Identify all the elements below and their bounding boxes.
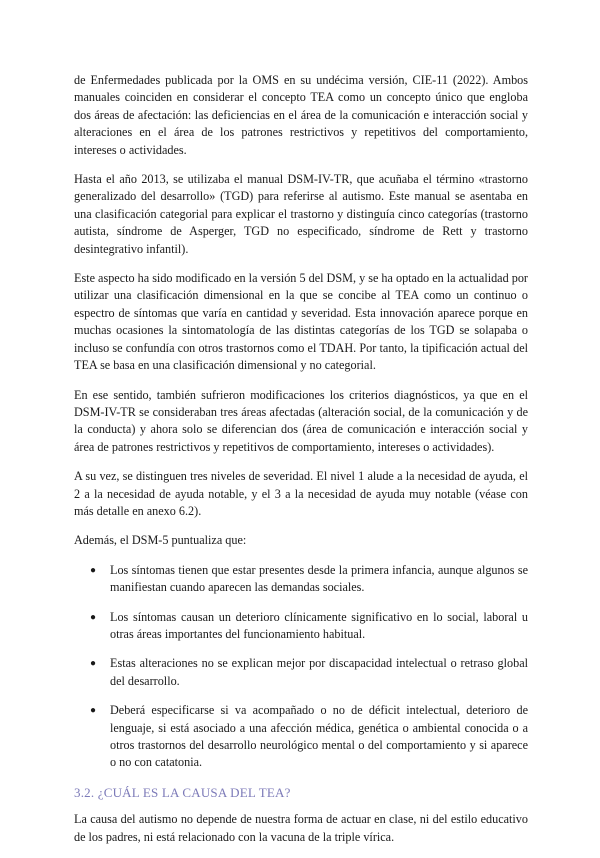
paragraph-severity: A su vez, se distinguen tres niveles de severidad. El nivel 1 alude a la necesidad de ayuda, el 2 a la necesidad de ayuda notable, y el 3 a la necesidad de ayuda muy notable (véase con más detalle en anexo 6.2). <box>74 469 528 518</box>
document-page <box>74 72 528 858</box>
dsm5-criteria-list <box>74 562 528 772</box>
list-item <box>74 609 528 644</box>
paragraph-cause: La causa del autismo no depende de nuestra forma de actuar en clase, ni del estilo educativo de los padres, ni está relacionado con la vacuna de la triple vírica. <box>74 812 528 844</box>
list-item <box>74 655 528 690</box>
bullet-icon: ● <box>90 658 97 670</box>
list-item <box>74 702 528 772</box>
list-item-text: Estas alteraciones no se explican mejor por discapacidad intelectual o retraso global del desarrollo. <box>110 656 528 688</box>
paragraph-dsm5-list-intro: Además, el DSM-5 puntualiza que: <box>74 533 247 548</box>
paragraph-dsm-iv: Hasta el año 2013, se utilizaba el manual DSM-IV-TR, que acuñaba el término «trastorno generalizado del desarrollo» (TGD) para referirse al autismo. Este manual se asentaba en una clasificación categorial para explicar el trastorno y distinguía cinco categorías (trastorno autista, síndrome de Asperger, TGD no especificado, síndrome de Rett y trastorno desintegrativo infantil). <box>74 172 528 256</box>
list-item-text: Los síntomas tienen que estar presentes desde la primera infancia, aunque algunos se manifiestan cuando aparecen las demandas sociales. <box>110 562 528 595</box>
bullet-icon: ● <box>90 611 97 623</box>
list-item-text: Deberá especificarse si va acompañado o no de déficit intelectual, deterioro de lenguaje, si está asociado a una afección médica, genética o ambiental conocida o a otros trastornos del desarrollo neurológico mental o del comportamiento y si aparece o no con catatonia. <box>110 703 528 770</box>
paragraph-intro: de Enfermedades publicada por la OMS en su undécima versión, CIE-11 (2022). Ambos manuales coinciden en considerar el concepto TEA como un concepto único que engloba dos áreas de afectación: las deficiencias en el área de la comunicación e interacción social y alteraciones en el área de los patrones restrictivos y repetitivos del comportamiento, intereses o actividades. <box>74 73 528 157</box>
list-item <box>74 562 528 597</box>
paragraph-dsm-5: Este aspecto ha sido modificado en la versión 5 del DSM, y se ha optado en la actualidad por utilizar una clasificación dimensional en la que se concibe al TEA como un continuo o espectro de síntomas que varía en cantidad y severidad. Esta innovación aparece porque en muchas ocasiones la sintomatología de las distintas categorías de los TGD se solapaba o incluso se confundía con otros trastornos como el TDAH. Por tanto, la tipificación actual del TEA se basa en una clasificación dimensional y no categorial. <box>74 271 528 373</box>
list-item-text: Los síntomas causan un deterioro clínicamente significativo en lo social, laboral u otras áreas importantes del funcionamiento habitual. <box>110 609 528 641</box>
bullet-icon: ● <box>90 705 97 717</box>
bullet-icon: ● <box>90 564 97 576</box>
paragraph-criteria: En ese sentido, también sufrieron modificaciones los criterios diagnósticos, ya que en el DSM-IV-TR se consideraban tres áreas afectadas (alteración social, de la comunicación y de la conducta) y ahora solo se diferencian dos (área de comunicación e interacción social y área de patrones restrictivos y repetitivos de comportamiento, intereses o actividades). <box>74 387 528 454</box>
section-heading: 3.2. ¿CUÁL ES LA CAUSA DEL TEA? <box>74 784 291 800</box>
